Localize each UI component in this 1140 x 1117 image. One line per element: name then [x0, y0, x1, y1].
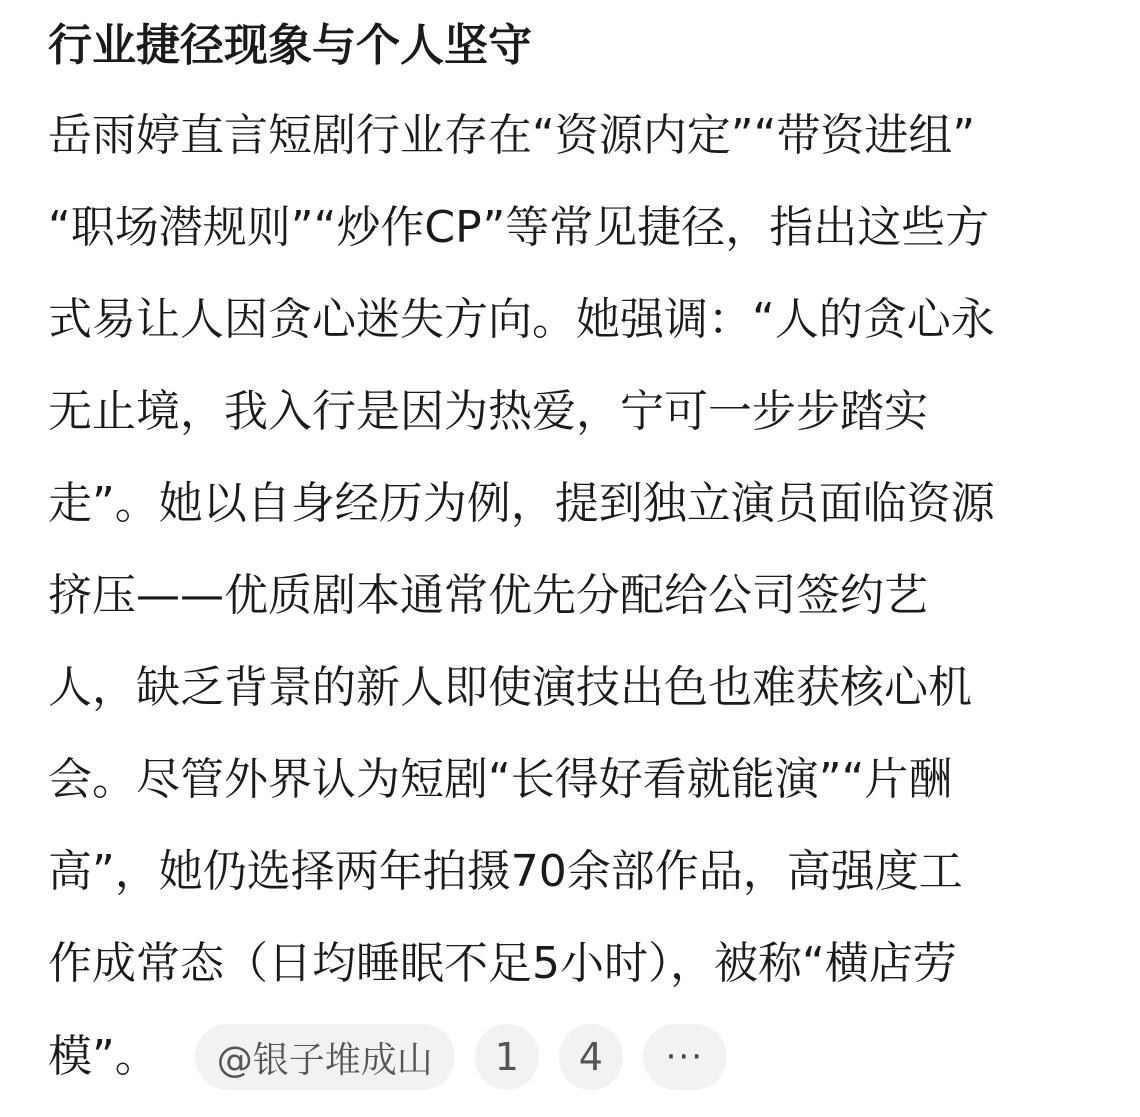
- post-title: 行业捷径现象与个人坚守: [48, 20, 532, 71]
- mention-chip[interactable]: @银子堆成山: [195, 1024, 455, 1090]
- body-line: “职场潜规则”“炒作CP”等常见捷径，指出这些方: [48, 202, 990, 253]
- body-line: 作成常态（日均睡眠不足5小时），被称“横店劳: [48, 938, 957, 989]
- count-chip-2[interactable]: 4: [559, 1024, 623, 1090]
- body-line: 高”，她仍选择两年拍摄70余部作品，高强度工: [48, 846, 963, 897]
- more-options-button[interactable]: ···: [643, 1024, 727, 1090]
- body-line: 人，缺乏背景的新人即使演技出色也难获核心机: [48, 662, 972, 713]
- count-chip-1[interactable]: 1: [475, 1024, 539, 1090]
- body-line-last: 模”。: [48, 1031, 159, 1082]
- body-line: 式易让人因贪心迷失方向。她强调：“人的贪心永: [48, 294, 995, 345]
- body-line: 会。尽管外界认为短剧“长得好看就能演”“片酬: [48, 754, 953, 805]
- post-footer-line: [48, 1024, 747, 1090]
- body-line: 无止境，我入行是因为热爱，宁可一步步踏实: [48, 386, 928, 437]
- body-line: 挤压——优质剧本通常优先分配给公司签约艺: [48, 570, 928, 621]
- body-line: 岳雨婷直言短剧行业存在“资源内定”“带资进组”: [48, 110, 976, 161]
- body-line: 走”。她以自身经历为例，提到独立演员面临资源: [48, 478, 995, 529]
